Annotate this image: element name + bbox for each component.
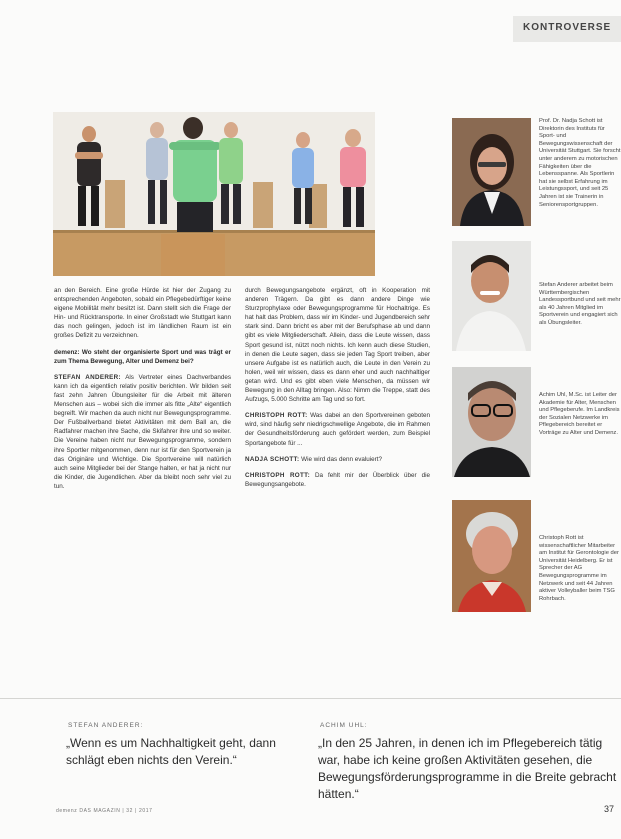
section-tag-label: KONTROVERSE (523, 22, 612, 33)
section-tag (513, 16, 621, 42)
pullquote-name-uhl: ACHIM UHL: (320, 722, 368, 729)
speaker-name: STEFAN ANDERER: (54, 373, 121, 381)
answer-text: Wie wird das denn evaluiert? (301, 455, 383, 463)
answer-text: Als Vertreter eines Dachverbandes kann ich da eigentlich relativ positiv berichten. Wir bilden seit fast zehn Jahren Übungsleiter für die Arbeit mit älteren Menschen aus – wobei sich die immer als fitte „Alte“ eigentlich begreift. Wir machen da auch nicht nur Bewegungsprogramme. Der Fußballverband bietet Aktivitäten mit dem Ball an, die Radfahrer machen ihre Sache, die Skifahrer ihre und so weiter. Die Vereine haben nicht nur Bewegungsprogramme, sondern ihre Sportler mitgenommen, denn nur ist für den Sportverein ja das Originäre und Wichtige. Die Sportvereine will natürlich auch seine Mitglieder bei der Stange halten, er hat ja nicht nur die Kinder, die Jugendlichen. Aber da bleibt noch sehr viel zu tun. (54, 373, 232, 490)
speaker-name: CHRISTOPH ROTT: (245, 471, 310, 479)
interview-question: demenz: Wo steht der organisierte Sport und was trägt er zum Thema Bewegung, Alter und Demenz bei? (54, 348, 231, 365)
answer-text: Da fehlt mir der Überblick über die Bewegungsangebote. (245, 471, 430, 488)
bio-nadja-schott: Prof. Dr. Nadja Schott ist Direktorin des Instituts für Sport- und Bewegungswissenschaft der Universität Stuttgart. Sie forscht unter anderem zu motorischen Fähigkeiten über die Lebensspanne. Als Sportlerin hat sie selbst Erfahrung im Leistungssport, und seit 25 Jahren ist sie Trainerin in Seniorensportgruppen. (539, 118, 621, 208)
answer-text: Was dabei an den Sportvereinen geboten wird, sind häufig sehr niedrigschwellige Angebote, die im Rahmen der Gesundheitsförderung auch gefördert werden, zum Beispiel Sportangebote für ... (245, 412, 431, 447)
paragraph: an den Bereich. Eine große Hürde ist hier der Zugang zu entsprechenden Angeboten, sobald ein Pflegebedürftiger keine eigene Mobilität mehr besitzt ist. Dann stellt sich die Frage der Hin- und Rücktransporte. In einer Großstadt wie Stuttgart kann das noch gelingen, jedoch ist im ländlichen Raum ist ein großes Defizit zu verzeichnen. (54, 287, 231, 340)
portrait-christoph-rott (452, 500, 531, 612)
pullquote-anderer: „Wenn es um Nachhaltigkeit geht, dann schlägt eben nichts den Verein.“ (66, 736, 276, 767)
answer-paragraph (54, 373, 231, 491)
bio-achim-uhl: Achim Uhl, M.Sc. ist Leiter der Akademie für Alter, Menschen und Pflegeberufe. Im Landkreis der Sozialen Netzwerke im Pflegebereich bereitet er Vorträge zu Alter und Demenz. (539, 392, 620, 436)
pullquote-name-anderer: STEFAN ANDERER: (68, 722, 144, 729)
group-exercise-photo (53, 112, 375, 276)
speaker-name: NADJA SCHOTT: (245, 455, 300, 463)
divider (0, 698, 621, 699)
publication-footer: demenz DAS MAGAZIN | 32 | 2017 (56, 808, 153, 814)
pullquote-uhl: „In den 25 Jahren, in denen ich im Pflegebereich tätig war, habe ich keine großen Aktivitäten gesehen, die Bewegungsförderungsprogramme in die Breite gebracht hätten.“ (318, 736, 617, 801)
paragraph: durch Bewegungsangebote ergänzt, oft in Kooperation mit anderen Trägern. Da gibt es dann andere Dinge wie Sturzprophylaxe oder Bewegungsprogramme für Hochaltrige. Es hat halt das Problem, dass wir im Kinder- und Jugendbereich sehr stark sind. Dann bricht es aber mit der Berufsphase ab und dann gibt es viele Mitgliederschaft. Allein, dass die Leute wissen, dass Sport gesund ist, nützt noch nichts. Ich kenn auch diese Studien, in denen die Leute sagen, dass sie jeden Tag Sport treiben, aber unsere Aufgabe ist es natürlich auch, die Leute in den Verein zu holen, weil wir wissen, dass es dann eher und auch nachhaltiger getan wird. Und es gibt eben viele Menschen, da müssen wir Bewegung in den Alltag bringen. Also: Nimm die Treppe, statt des Aufzugs, 5.000 Schritte am Tag und so fort. (245, 287, 430, 404)
portrait-nadja-schott (452, 118, 531, 226)
speaker-name: CHRISTOPH ROTT: (245, 412, 308, 420)
answer-paragraph (245, 411, 430, 447)
answer-paragraph (245, 471, 430, 489)
page-number: 37 (604, 804, 615, 814)
portrait-stefan-anderer (452, 241, 531, 351)
bio-christoph-rott: Christoph Rott ist wissenschaftlicher Mitarbeiter am Institut für Gerontologie der Universität Heidelberg. Er ist Sprecher der AG Bewegungsprogramme im Netzwerk und seit 44 Jahren aktiver Volleyballer beim TSG Rohrbach. (539, 535, 619, 602)
article-column-2 (245, 286, 430, 496)
bio-stefan-anderer: Stefan Anderer arbeitet beim Württembergischen Landessportbund und seit mehr als 40 Jahren Mitglied im Sportverein und engagiert sich als Übungsleiter. (539, 282, 621, 326)
article-column-1 (54, 286, 231, 498)
answer-paragraph (245, 455, 430, 464)
portrait-achim-uhl (452, 367, 531, 477)
